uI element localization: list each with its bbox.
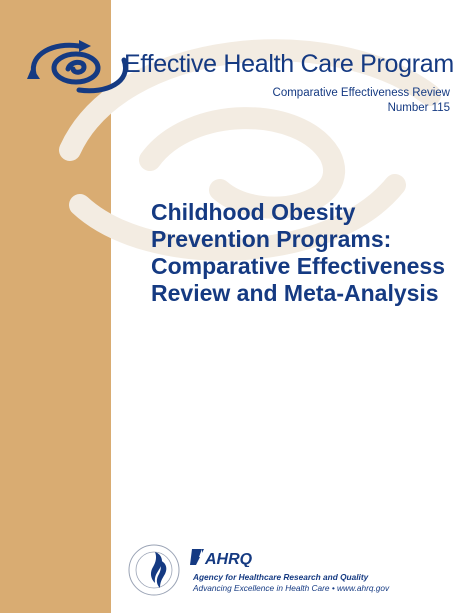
ahrq-logo bbox=[190, 547, 260, 567]
ahrq-logo-text: AHRQ bbox=[205, 551, 253, 567]
report-title bbox=[151, 199, 471, 307]
report-title-line: Review and Meta-Analysis bbox=[151, 280, 439, 306]
review-series-block bbox=[273, 86, 450, 116]
review-number: Number 115 bbox=[387, 102, 450, 114]
report-title-line: Prevention Programs: bbox=[151, 226, 392, 252]
agency-info bbox=[193, 572, 389, 593]
hhs-seal-icon bbox=[126, 538, 184, 602]
agency-tagline: Advancing Excellence in Health Care • www.ahrq.gov bbox=[193, 582, 390, 593]
agency-name: Agency for Healthcare Research and Quality bbox=[193, 572, 369, 582]
series-label: Comparative Effectiveness Review bbox=[272, 87, 450, 99]
report-title-line: Childhood Obesity bbox=[151, 199, 356, 225]
report-title-line: Comparative Effectiveness bbox=[151, 253, 446, 279]
program-title: Effective Health Care Program bbox=[124, 50, 454, 78]
ehc-program-logo bbox=[24, 36, 136, 98]
